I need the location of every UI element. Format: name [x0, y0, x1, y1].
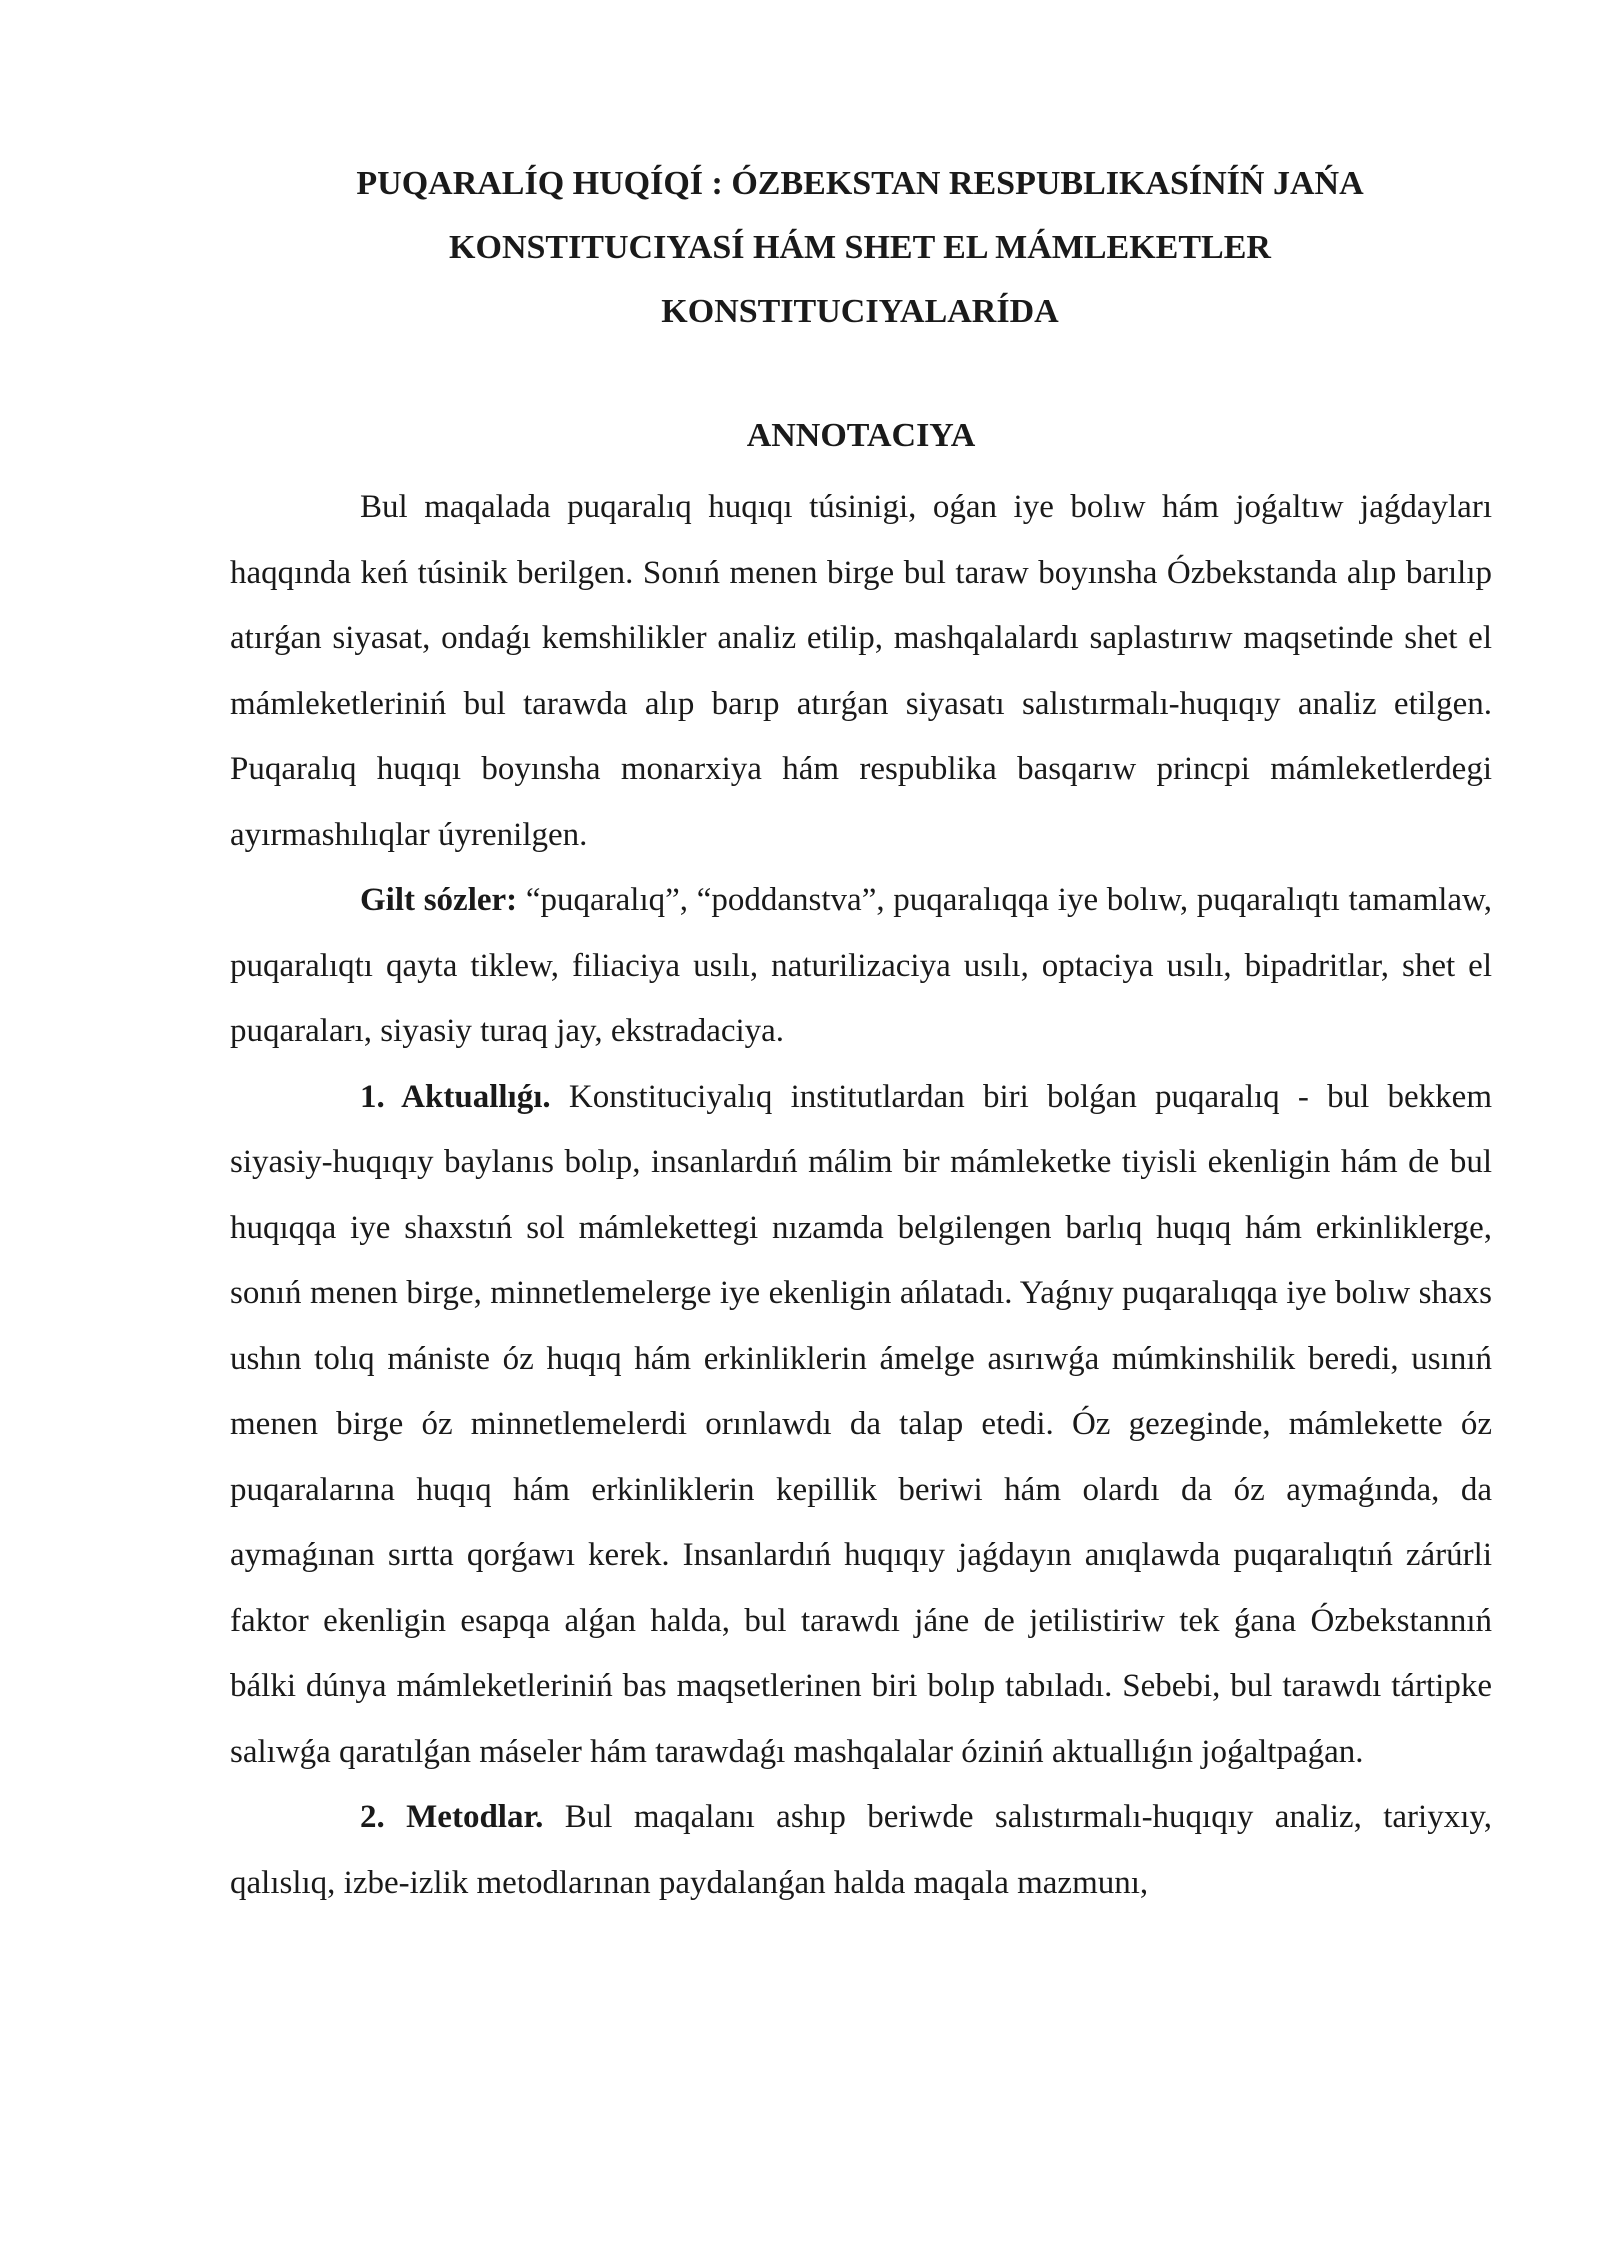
body-text — [230, 475, 1492, 1916]
section-actuality-paragraph — [230, 1065, 1492, 1786]
section-actuality-text: Konstituciyalıq institutlardan biri bolǵan puqaralıq - bul bekkem siyasiy-huqıqıy baylanıs bolıp, insanlardıń málim bir mámleketke tiyisli ekenligin hám de bul huqıqqa iye shaxstıń sol mámlekettegi nızamda belgilengen barlıq huqıq hám erkinliklerge, sonıń menen birge, minnetlemelerge iye ekenligin ańlatadı. Yaǵnıy puqaralıqqa iye bolıw shaxs ushın tolıq mániste óz huqıq hám erkinliklerin ámelge asırıwǵa múmkinshilik beredi, usınıń menen birge óz minnetlemelerdi orınlawdı da talap etedi. Óz gezeginde, mámlekette óz puqaralarına huqıq hám erkinliklerin kepillik beriwi hám olardı da óz aymaǵında, da aymaǵınan sırtta qorǵawı kerek. Insanlardıń huqıqıy jaǵdayın anıqlawda puqaralıqtıń zárúrli faktor ekenligin esapqa alǵan halda, bul tarawdı jáne de jetilistiriw tek ǵana Ózbekstannıń bálki dúnya mámleketleriniń bas maqsetlerinen biri bolıp tabıladı. Sebebi, bul tarawdı tártipke salıwǵa qaratılǵan máseler hám tarawdaǵı mashqalalar óziniń aktuallıǵın joǵaltpaǵan. — [230, 1078, 1492, 1770]
keywords-label: Gilt sózler: — [360, 882, 518, 918]
section-methods-heading: 2. Metodlar. — [360, 1799, 544, 1835]
title-line-2: KONSTITUCIYASÍ HÁM SHET EL MÁMLEKETLER — [449, 229, 1271, 266]
keywords-text: “puqaralıq”, “poddanstva”, puqaralıqqa iye bolıw, puqaralıqtı tamamlaw, puqaralıqtı qayta tiklew, filiaciya usılı, naturilizaciya usılı, optaciya usılı, bipadritlar, shet el puqaraları, siyasiy turaq jay, ekstradaciya. — [230, 882, 1492, 1049]
paper-title — [300, 152, 1420, 344]
keywords-paragraph — [230, 868, 1492, 1065]
title-line-1: PUQARALÍQ HUQÍQÍ : ÓZBEKSTAN RESPUBLIKASÍNÍŃ JAŃA — [356, 165, 1364, 202]
annotation-paragraph: Bul maqalada puqaralıq huqıqı túsinigi, oǵan iye bolıw hám joǵaltıw jaǵdayları haqqında keń túsinik berilgen. Sonıń menen birge bul taraw boyınsha Ózbekstanda alıp barılıp atırǵan siyasat, ondaǵı kemshilikler analiz etilip, mashqalalardı saplastırıw maqsetinde shet el mámleketleriniń bul tarawda alıp barıp atırǵan siyasatı salıstırmalı-huqıqıy analiz etilgen. Puqaralıq huqıqı boyınsha monarxiya hám respublika basqarıw princpi mámleketlerdegi ayırmashılıqlar úyrenilgen. — [230, 489, 1492, 853]
annotation-heading: ANNOTACIYA — [746, 417, 976, 454]
title-line-3: KONSTITUCIYALARÍDA — [661, 293, 1059, 330]
section-methods-text: Bul maqalanı ashıp beriwde salıstırmalı-huqıqıy analiz, tariyxıy, qalıslıq, izbe-izlik metodlarınan paydalanǵan halda maqala mazmunı, — [230, 1799, 1492, 1901]
section-actuality-heading: 1. Aktuallıǵı. — [360, 1078, 551, 1115]
section-methods-paragraph — [230, 1785, 1492, 1916]
